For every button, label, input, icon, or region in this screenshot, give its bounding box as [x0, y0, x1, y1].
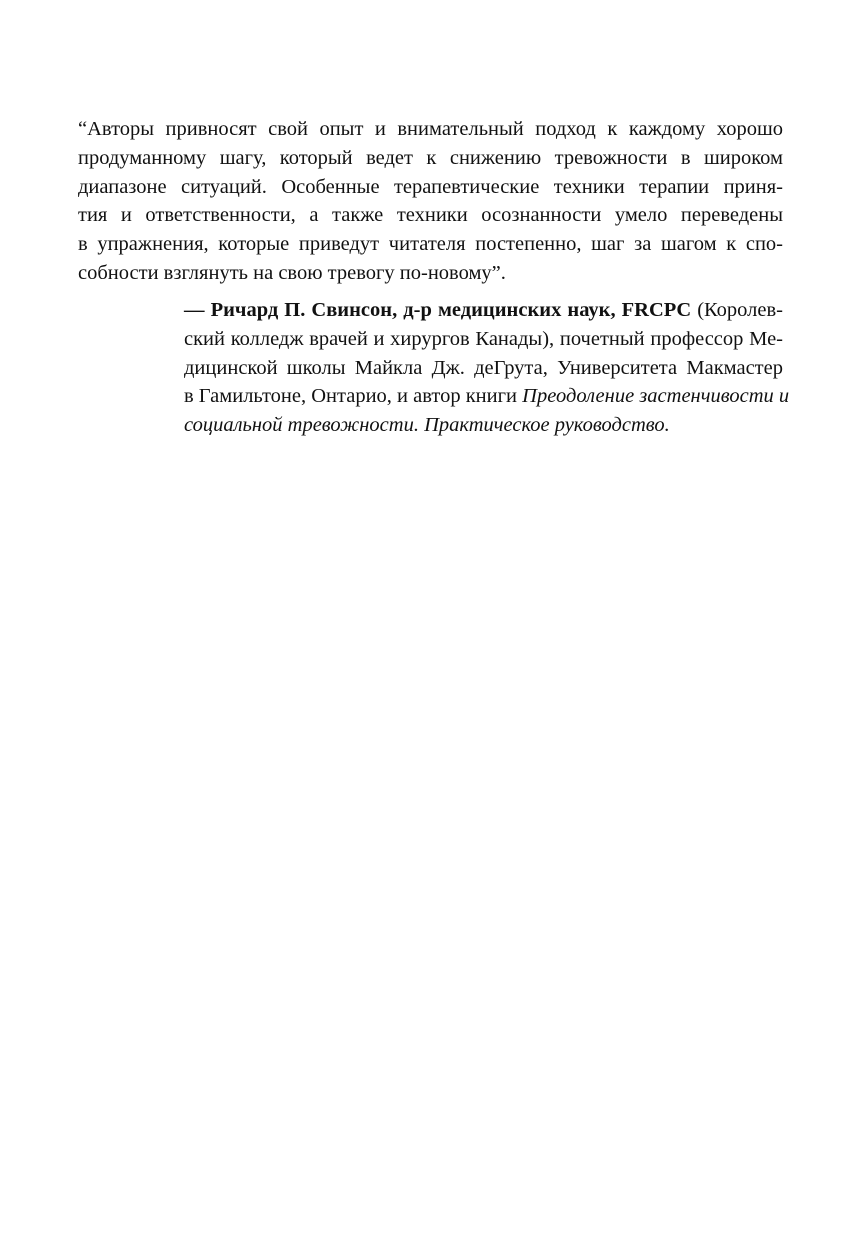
quote-line: продуманному шагу, который ведет к снижению тревожности в широком	[78, 146, 783, 169]
quote-attribution	[184, 296, 790, 440]
quote-line: диапазоне ситуаций. Особенные терапевтические техники терапии приня-	[78, 175, 783, 198]
book-title-continued: социальной тревожности. Практическое руководство.	[184, 414, 670, 437]
quote-line: в упражнения, которые приведут читателя постепенно, шаг за шагом к спо-	[78, 233, 783, 256]
attribution-line	[184, 382, 790, 411]
attribution-line	[184, 296, 783, 325]
quote-line: собности взглянуть на свою тревогу по-новому”.	[78, 261, 506, 284]
author-name: — Ричард П. Свинсон, д-р медицинских наук, FRCPC	[184, 299, 692, 321]
quote-line: “Авторы привносят свой опыт и внимательный подход к каждому хорошо	[78, 118, 783, 140]
book-title: Преодоление застенчивости и	[522, 385, 790, 408]
quote-line: тия и ответственности, а также техники осознанности умело переведены	[78, 204, 783, 227]
testimonial-quote	[78, 115, 783, 288]
attribution-line: ский колледж врачей и хирургов Канады), почетный профессор Ме-	[184, 327, 783, 350]
attribution-line: дицинской школы Майкла Дж. деГрута, Университета Макмастер	[184, 356, 783, 379]
author-affiliation: (Королев-	[691, 299, 783, 321]
attribution-text: в Гамильтоне, Онтарио, и автор книги	[184, 385, 523, 408]
